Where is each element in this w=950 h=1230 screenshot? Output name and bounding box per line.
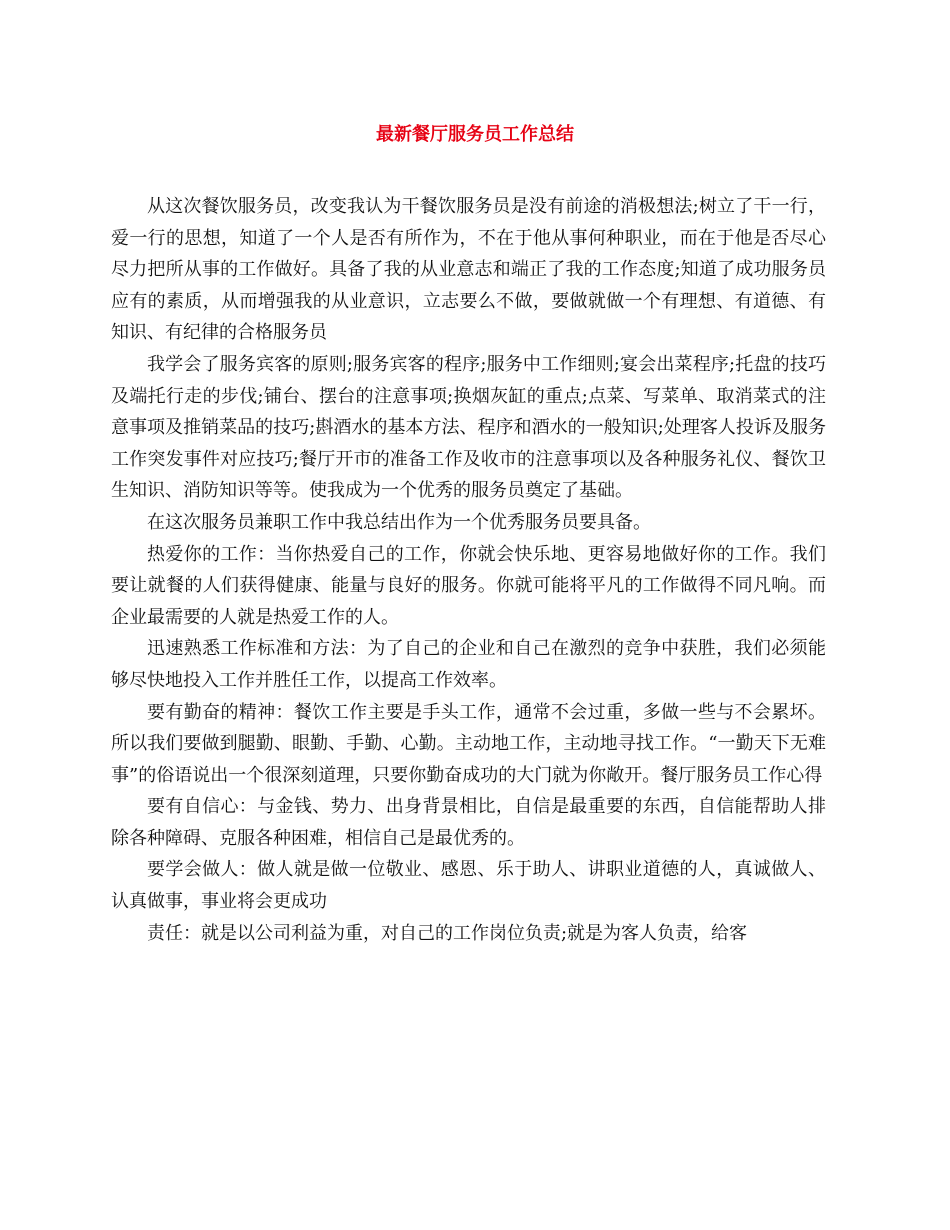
paragraph-9: 责任：就是以公司利益为重，对自己的工作岗位负责;就是为客人负责，给客: [147, 922, 748, 944]
paragraph-7: 要有自信心：与金钱、势力、出身背景相比，自信是最重要的东西，自信能帮助人排除各种障碍、克服各种困难，相信自己是最优秀的。: [111, 796, 826, 849]
paragraph-1: 从这次餐饮服务员，改变我认为干餐饮服务员是没有前途的消极想法;树立了干一行，爱一行的思想，知道了一个人是否有所作为，不在于他从事何种职业，而在于他是否尽心尽力把所从事的工作做好。具备了我的从业意志和端正了我的工作态度;知道了成功服务员应有的素质，从而增强我的从业意识，立志要么不做，要做就做一个有理想、有道德、有知识、有纪律的合格服务员: [111, 196, 826, 344]
paragraph-8: 要学会做人：做人就是做一位敬业、感恩、乐于助人、讲职业道德的人，真诚做人、认真做事，事业将会更成功: [111, 859, 826, 913]
paragraph-2: 我学会了服务宾客的原则;服务宾客的程序;服务中工作细则;宴会出菜程序;托盘的技巧及端托行走的步伐;铺台、摆台的注意事项;换烟灰缸的重点;点菜、写菜单、取消菜式的注意事项及推销菜品的技巧;斟酒水的基本方法、程序和酒水的一般知识;处理客人投诉及服务工作突发事件对应技巧;餐厅开市的准备工作及收市的注意事项以及各种服务礼仪、餐饮卫生知识、消防知识等等。使我成为一个优秀的服务员奠定了基础。: [111, 353, 826, 502]
paragraph-3: 在这次服务员兼职工作中我总结出作为一个优秀服务员要具备。: [147, 511, 651, 533]
document-body: [111, 191, 826, 949]
paragraph-5: 迅速熟悉工作标准和方法：为了自己的企业和自己在激烈的竞争中获胜，我们必须能够尽快地投入工作并胜任工作，以提高工作效率。: [111, 638, 826, 691]
paragraph-6: 要有勤奋的精神：餐饮工作主要是手头工作，通常不会过重，多做一些与不会累坏。所以我们要做到腿勤、眼勤、手勤、心勤。主动地工作，主动地寻找工作。“一勤天下无难事”的俗语说出一个很深刻道理，只要你勤奋成功的大门就为你敞开。餐厅服务员工作心得: [111, 701, 826, 786]
paragraph-4: 热爱你的工作：当你热爱自己的工作，你就会快乐地、更容易地做好你的工作。我们要让就餐的人们获得健康、能量与良好的服务。你就可能将平凡的工作做得不同凡响。而企业最需要的人就是热爱工作的人。: [111, 543, 826, 628]
document-title: 最新餐厅服务员工作总结: [376, 124, 574, 145]
